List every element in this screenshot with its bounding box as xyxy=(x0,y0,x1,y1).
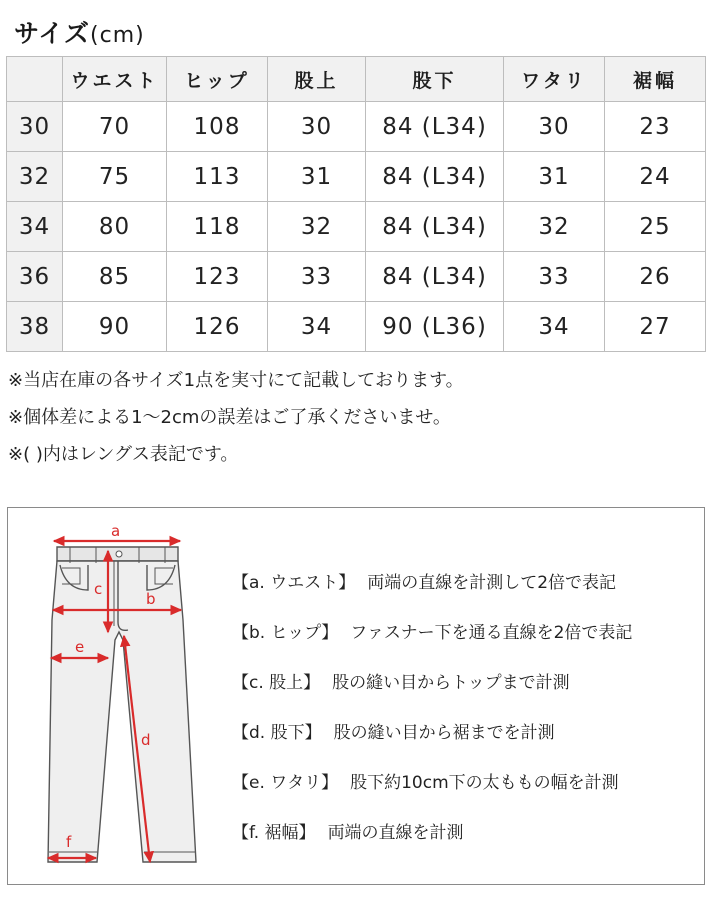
size-cell: 34 xyxy=(7,202,63,252)
table-cell: 30 xyxy=(504,102,605,152)
table-cell: 113 xyxy=(167,152,268,202)
header-cell: ヒップ xyxy=(167,57,268,102)
label-c: c xyxy=(94,580,103,598)
label-d: d xyxy=(141,731,151,749)
legend-item xyxy=(232,708,632,758)
legend-text: 股の縫い目からトップまで計測 xyxy=(332,673,570,693)
legend-item xyxy=(232,608,632,658)
table-cell: 23 xyxy=(605,102,706,152)
table-cell: 31 xyxy=(268,152,366,202)
table-cell: 27 xyxy=(605,302,706,352)
size-cell: 30 xyxy=(7,102,63,152)
size-cell: 36 xyxy=(7,252,63,302)
header-cell: 股上 xyxy=(268,57,366,102)
label-a: a xyxy=(111,522,121,540)
note-line: ※個体差による1〜2cmの誤差はご了承くださいませ。 xyxy=(8,407,451,428)
table-cell: 84 (L34) xyxy=(366,202,504,252)
size-cell: 38 xyxy=(7,302,63,352)
title-main: サイズ xyxy=(14,19,91,48)
table-cell: 34 xyxy=(268,302,366,352)
table-cell: 32 xyxy=(504,202,605,252)
legend-text: 両端の直線を計測 xyxy=(327,823,464,843)
table-cell: 85 xyxy=(63,252,167,302)
table-cell: 24 xyxy=(605,152,706,202)
legend-key: 【e. ワタリ】 xyxy=(232,773,339,793)
table-cell: 33 xyxy=(268,252,366,302)
table-cell: 30 xyxy=(268,102,366,152)
legend-text: 両端の直線を計測して2倍で表記 xyxy=(367,573,617,593)
table-cell: 126 xyxy=(167,302,268,352)
legend-key: 【d. 股下】 xyxy=(232,723,322,743)
table-cell: 70 xyxy=(63,102,167,152)
header-cell: ワタリ xyxy=(504,57,605,102)
legend-key: 【a. ウエスト】 xyxy=(232,573,356,593)
measurement-legend xyxy=(232,558,632,858)
header-cell: ウエスト xyxy=(63,57,167,102)
legend-text: 股下約10cm下の太ももの幅を計測 xyxy=(350,773,619,793)
note-line: ※( )内はレングス表記です。 xyxy=(8,444,239,465)
label-e: e xyxy=(75,638,85,656)
legend-item xyxy=(232,558,632,608)
title-unit: (cm) xyxy=(90,23,145,48)
legend-item xyxy=(232,658,632,708)
table-cell: 32 xyxy=(268,202,366,252)
table-cell: 108 xyxy=(167,102,268,152)
table-cell: 90 (L36) xyxy=(366,302,504,352)
label-f: f xyxy=(66,833,72,851)
header-cell: 裾幅 xyxy=(605,57,706,102)
table-cell: 25 xyxy=(605,202,706,252)
label-b: b xyxy=(146,590,156,608)
note-line: ※当店在庫の各サイズ1点を実寸にて記載しております。 xyxy=(8,370,464,391)
table-cell: 84 (L34) xyxy=(366,102,504,152)
legend-key: 【b. ヒップ】 xyxy=(232,623,339,643)
legend-item xyxy=(232,808,632,858)
table-cell: 90 xyxy=(63,302,167,352)
table-cell: 33 xyxy=(504,252,605,302)
table-cell: 118 xyxy=(167,202,268,252)
button-icon xyxy=(116,551,122,557)
legend-text: 股の縫い目から裾までを計測 xyxy=(333,723,555,743)
size-cell: 32 xyxy=(7,152,63,202)
table-cell: 34 xyxy=(504,302,605,352)
table-cell: 26 xyxy=(605,252,706,302)
legend-key: 【c. 股上】 xyxy=(232,673,321,693)
table-cell: 84 (L34) xyxy=(366,252,504,302)
pants-outline-icon xyxy=(48,547,196,862)
legend-item xyxy=(232,758,632,808)
header-cell: 股下 xyxy=(366,57,504,102)
legend-key: 【f. 裾幅】 xyxy=(232,823,316,843)
table-cell: 75 xyxy=(63,152,167,202)
table-cell: 31 xyxy=(504,152,605,202)
table-cell: 80 xyxy=(63,202,167,252)
legend-text: ファスナー下を通る直線を2倍で表記 xyxy=(350,623,633,643)
table-cell: 123 xyxy=(167,252,268,302)
table-cell: 84 (L34) xyxy=(366,152,504,202)
